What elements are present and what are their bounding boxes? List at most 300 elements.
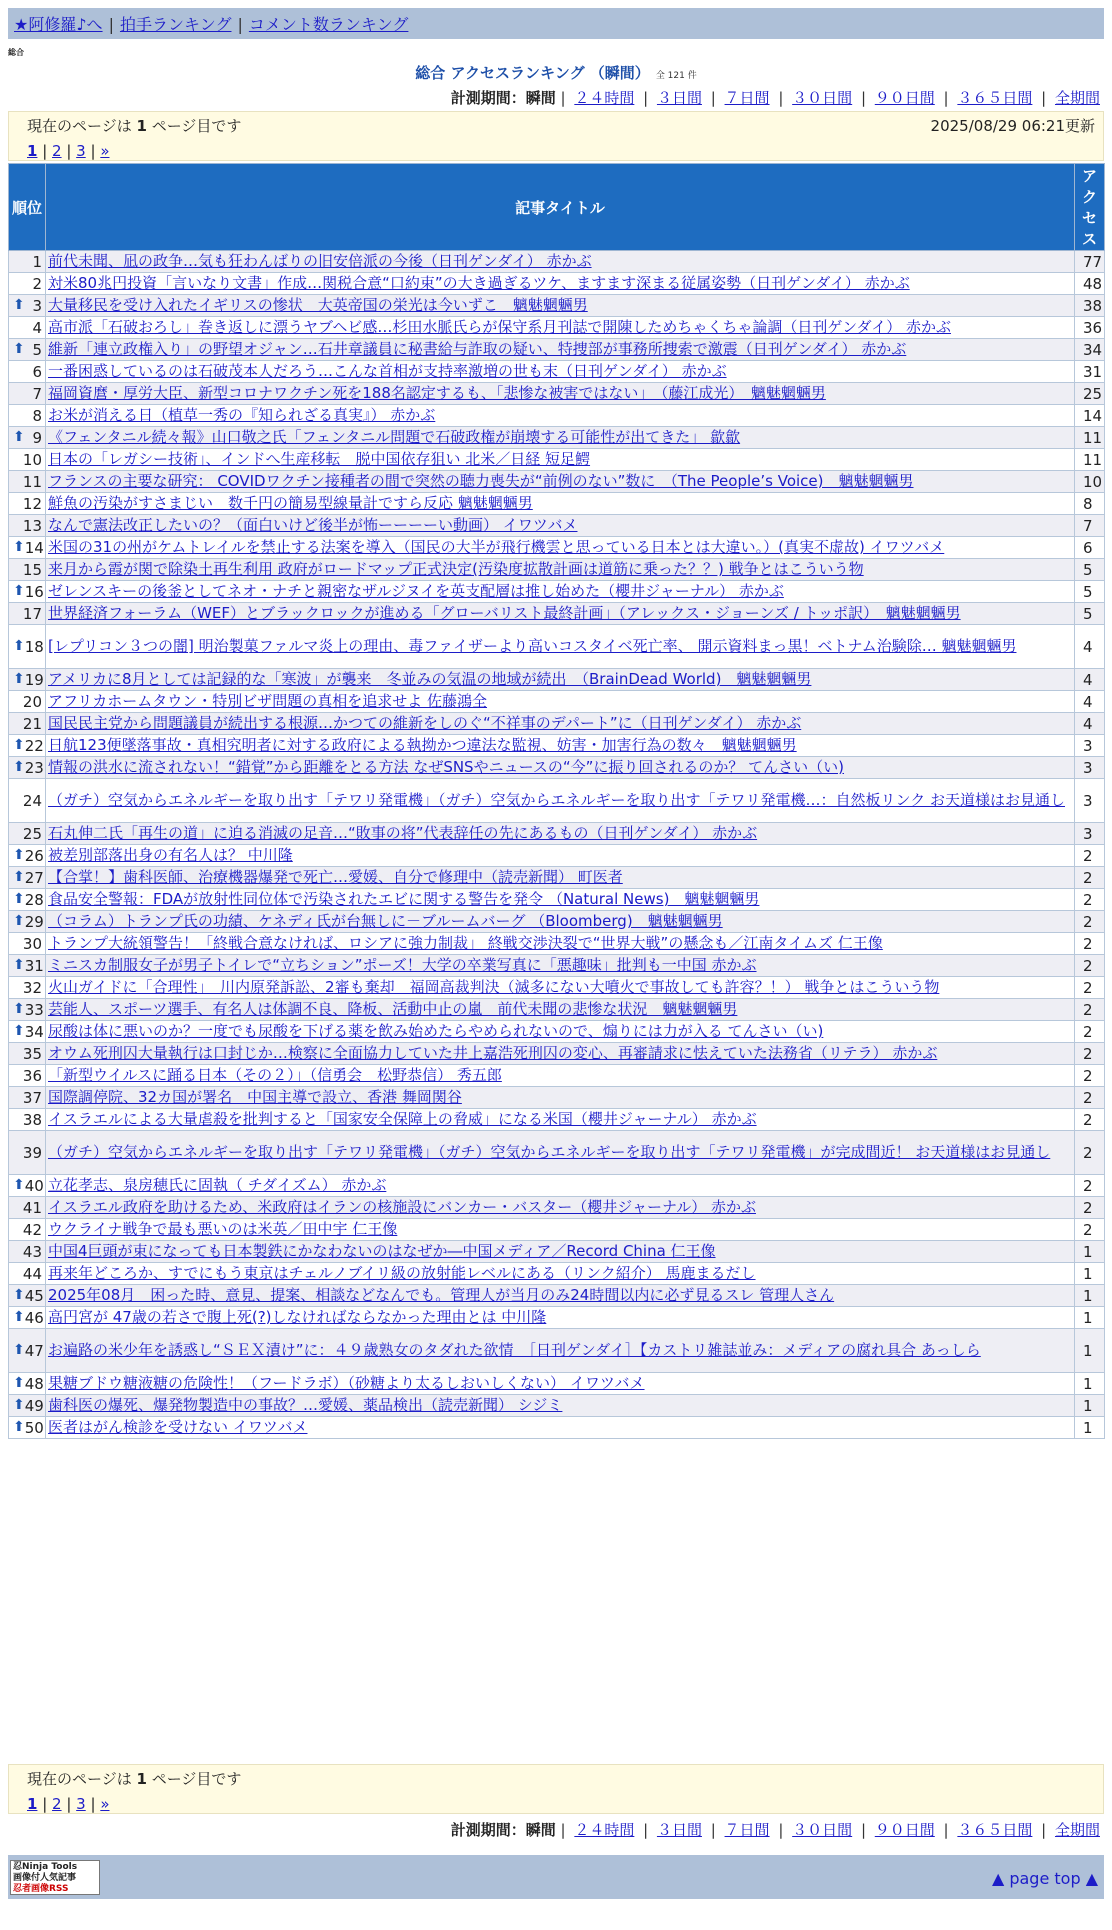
top-page-link-1[interactable]: 2 (52, 142, 62, 160)
bottom-period-option-2[interactable]: ７日間 (724, 1821, 770, 1839)
top-current-page-number: 1 (136, 117, 147, 135)
bottom-period-option-4[interactable]: ９０日間 (874, 1821, 935, 1839)
title-cell (46, 1131, 1075, 1175)
rank-number: 42 (22, 1220, 42, 1239)
article-link[interactable]: 再来年どころか、すでにもう東京はチェルノブイリ級の放射能レベルにある（リンク紹介） 馬鹿まるだし (48, 1264, 756, 1282)
title-cell (46, 889, 1075, 911)
article-link[interactable]: 2025年08月 困った時、意見、提案、相談などなんでも。管理人が当月のみ24時間以内に必ず見るスレ 管理人さん (48, 1286, 835, 1304)
rank-cell (9, 317, 46, 339)
article-link[interactable]: ミニスカ制服女子が男子トイレで“立ちション”ポーズ！大学の卒業写真に「悪趣味」批判も一中国 赤かぶ (48, 956, 757, 974)
rank-number: 7 (32, 384, 42, 403)
logo-line2: 画像付人気記事 (13, 1873, 77, 1883)
rank-up-arrow-icon: ⬆ (13, 538, 25, 555)
article-link[interactable]: 立花孝志、泉房穂氏に固執（ チダイズム） 赤かぶ (48, 1176, 387, 1194)
rank-number: 36 (22, 1066, 42, 1085)
table-row (9, 1219, 1105, 1241)
access-count: 2 (1075, 845, 1105, 867)
access-count: 1 (1075, 1307, 1105, 1329)
title-cell (46, 251, 1075, 273)
rank-up-arrow-icon: ⬆ (13, 1341, 25, 1358)
access-count: 14 (1075, 405, 1105, 427)
bottom-period-current: 瞬間 (525, 1821, 556, 1839)
top-page-links (27, 142, 1085, 160)
top-page-link-3[interactable]: » (100, 142, 110, 160)
access-count: 1 (1075, 1373, 1105, 1395)
rank-cell (9, 1197, 46, 1219)
title-cell (46, 1109, 1075, 1131)
title-cell (46, 1175, 1075, 1197)
article-link[interactable]: 食品安全警報：FDAが放射性同位体で汚染されたエビに関する警告を発令 （Natural News) 魑魅魍魎男 (48, 890, 760, 908)
access-count: 2 (1075, 1219, 1105, 1241)
article-link[interactable]: 芸能人、スポーツ選手、有名人は体調不良、降板、活動中止の嵐 前代未聞の悲惨な状況 魑魅魍魎男 (48, 1000, 738, 1018)
bottom-period-option-6[interactable]: 全期間 (1054, 1821, 1100, 1839)
table-row (9, 1285, 1105, 1307)
access-count: 6 (1075, 537, 1105, 559)
rank-number: 6 (32, 362, 42, 381)
title-cell (46, 427, 1075, 449)
access-count: 2 (1075, 1109, 1105, 1131)
rank-number: 46 (24, 1308, 44, 1327)
access-count: 8 (1075, 493, 1105, 515)
rank-up-arrow-icon: ⬆ (13, 956, 25, 973)
table-row (9, 537, 1105, 559)
title-cell (46, 779, 1075, 823)
article-link[interactable]: 対米80兆円投資「言いなり文書」作成…関税合意“口約束”の大き過ぎるツケ、ますます深まる従属姿勢（日刊ゲンダイ） 赤かぶ (48, 274, 910, 292)
title-cell (46, 559, 1075, 581)
separator: | (1036, 1821, 1051, 1839)
title-cell (46, 933, 1075, 955)
access-count: 4 (1075, 625, 1105, 669)
top-page-link-2[interactable]: 3 (76, 142, 86, 160)
table-row (9, 933, 1105, 955)
rank-number: 26 (24, 846, 44, 865)
article-link[interactable]: 鮮魚の汚染がすさまじい 数千円の簡易型線量計ですら反応 魑魅魍魎男 (48, 494, 533, 512)
article-link[interactable]: 高市派「石破おろし」巻き返しに漂うヤブヘビ感…杉田水脈氏らが保守系月刊誌で開陳しためちゃくちゃ論調（日刊ゲンダイ） 赤かぶ (48, 318, 951, 336)
access-count: 4 (1075, 691, 1105, 713)
rank-up-arrow-icon: ⬆ (13, 1308, 25, 1325)
separator: | (773, 1821, 789, 1839)
title-cell (46, 317, 1075, 339)
article-link[interactable]: オウム死刑囚大量執行は口封じか…検察に全面協力していた井上嘉浩死刑囚の変心、再審請求に怯えていた法務省（リテラ） 赤かぶ (48, 1044, 938, 1062)
top-period-option-5[interactable]: ３６５日間 (957, 89, 1033, 107)
table-row (9, 1241, 1105, 1263)
rank-cell (9, 1307, 46, 1329)
table-row (9, 1087, 1105, 1109)
rank-cell (9, 1263, 46, 1285)
separator: | (705, 1821, 721, 1839)
rank-cell (9, 823, 46, 845)
article-link[interactable]: ゼレンスキーの後釜としてネオ・ナチと親密なザルジヌイを英支配層は推し始めた（櫻井ジャーナル） 赤かぶ (48, 582, 784, 600)
rank-number: 9 (32, 428, 42, 447)
article-link[interactable]: アフリカホームタウン・特別ビザ問題の真相を追求せよ 佐藤鴻全 (48, 692, 488, 710)
rank-number: 12 (22, 494, 42, 513)
bottom-page-link-2[interactable]: 3 (76, 1795, 86, 1813)
access-count: 2 (1075, 933, 1105, 955)
access-count: 1 (1075, 1241, 1105, 1263)
rank-number: 14 (24, 538, 44, 557)
top-period-option-1[interactable]: ３日間 (656, 89, 702, 107)
rank-number: 22 (24, 736, 44, 755)
rank-up-arrow-icon: ⬆ (13, 296, 25, 313)
table-row (9, 295, 1105, 317)
article-link[interactable]: 情報の洪水に流されない！“錯覚”から距離をとる方法 なぜSNSやニュースの“今”に振り回されるのか？ てんさい（い) (48, 758, 844, 776)
rank-number: 41 (22, 1198, 42, 1217)
article-link[interactable]: （ガチ）空気からエネルギーを取り出す「テワリ発電機」（ガチ）空気からエネルギーを取り出す「テワリ発電機…：自然板リンク お天道様はお見通し (48, 791, 1065, 809)
rank-up-arrow-icon: ⬆ (13, 340, 25, 357)
period-selector-bottom (451, 1819, 1104, 1840)
rank-cell (9, 735, 46, 757)
access-count: 5 (1075, 581, 1105, 603)
article-link[interactable]: 火山ガイドに「合理性」 川内原発訴訟、2審も棄却 福岡高裁判決（滅多にない大噴火で事故しても許容？！） 戦争とはこういう物 (48, 978, 940, 996)
rank-number: 50 (24, 1418, 44, 1437)
rank-number: 3 (32, 296, 42, 315)
rank-number: 17 (22, 604, 42, 623)
article-link[interactable]: 果糖ブドウ糖液糖の危険性！（フードラボ）（砂糖より太るしおいしくない） イワツバメ (48, 1374, 645, 1392)
rank-number: 8 (32, 406, 42, 425)
title-cell (46, 1417, 1075, 1439)
separator: | (37, 1795, 53, 1813)
rank-number: 23 (24, 758, 44, 777)
article-link[interactable]: 日航123便墜落事故・真相究明者に対する政府による執拗かつ違法な監視、妨害・加害行為の数々 魑魅魍魎男 (48, 736, 797, 754)
top-period-option-6[interactable]: 全期間 (1054, 89, 1100, 107)
article-link[interactable]: 世界経済フォーラム（WEF）とブラックロックが進める「グローバリスト最終計画」（アレックス・ジョーンズ / トッポ訳） 魑魅魍魎男 (48, 604, 961, 622)
article-link[interactable]: 来月から霞が関で除染土再生利用 政府がロードマップ正式決定(汚染度拡散計画は道筋に乗った？？) 戦争とはこういう物 (48, 560, 864, 578)
access-count: 2 (1075, 999, 1105, 1021)
table-row (9, 823, 1105, 845)
article-link[interactable]: 医者はがん検診を受けない イワツバメ (48, 1418, 308, 1436)
title-cell (46, 1021, 1075, 1043)
access-count: 77 (1075, 251, 1105, 273)
separator: | (555, 89, 571, 107)
title-cell (46, 735, 1075, 757)
access-count: 3 (1075, 823, 1105, 845)
table-row (9, 405, 1105, 427)
title-cell (46, 273, 1075, 295)
separator: | (555, 1821, 571, 1839)
table-row (9, 757, 1105, 779)
access-count: 2 (1075, 1021, 1105, 1043)
rank-number: 45 (24, 1286, 44, 1305)
access-count: 1 (1075, 1417, 1105, 1439)
title-cell (46, 1395, 1075, 1417)
title-cell (46, 999, 1075, 1021)
table-row (9, 889, 1105, 911)
table-row (9, 1109, 1105, 1131)
page-title (0, 62, 1112, 83)
article-link[interactable]: お米が消える日（植草一秀の『知られざる真実』） 赤かぶ (48, 406, 436, 424)
access-count: 3 (1075, 757, 1105, 779)
article-link[interactable]: （コラム）トランプ氏の功績、ケネディ氏が台無しに－ブルームバーグ （Bloomberg) 魑魅魍魎男 (48, 912, 723, 930)
article-link[interactable]: イスラエルによる大量虐殺を批判すると「国家安全保障上の脅威」になる米国（櫻井ジャーナル） 赤かぶ (48, 1110, 757, 1128)
article-link[interactable]: 【合掌！】歯科医師、治療機器爆発で死亡…愛媛、自分で修理中（読売新聞） 町医者 (48, 868, 623, 886)
separator: | (61, 1795, 77, 1813)
rank-cell (9, 1329, 46, 1373)
article-link[interactable]: トランプ大統領警告！「終戦合意なければ、ロシアに強力制裁」 終戦交渉決裂で“世界大戦”の懸念も／江南タイムズ 仁王像 (48, 934, 883, 952)
rank-number: 30 (22, 934, 42, 953)
article-link[interactable]: 《フェンタニル続々報》山口敬之氏「フェンタニル問題で石破政権が崩壊する可能性が出てきた」 歙歙 (48, 428, 741, 446)
article-link[interactable]: [レプリコン３つの闇] 明治製菓ファルマ炎上の理由、毒ファイザーより高いコスタイベ死亡率、 開示資料まっ黒！ベトナム治験除… 魑魅魍魎男 (48, 637, 1017, 655)
title-cell (46, 1285, 1075, 1307)
separator: | (638, 1821, 653, 1839)
separator: | (85, 142, 101, 160)
separator: | (856, 89, 871, 107)
article-link[interactable]: 米国の31の州がケムトレイルを禁止する法案を導入（国民の大半が飛行機雲と思っている日本とは大違い。）(真実不虚故) イワツバメ (48, 538, 945, 556)
table-row (9, 1395, 1105, 1417)
table-row (9, 1065, 1105, 1087)
bottom-period-option-5[interactable]: ３６５日間 (957, 1821, 1033, 1839)
rank-header: 順位 (9, 164, 46, 251)
title-header: 記事タイトル (46, 164, 1075, 251)
title-cell (46, 603, 1075, 625)
access-count: 4 (1075, 713, 1105, 735)
access-count: 1 (1075, 1285, 1105, 1307)
table-row (9, 251, 1105, 273)
article-link[interactable]: 国際調停院、32カ国が署名 中国主導で設立、香港 舞岡関谷 (48, 1088, 462, 1106)
top-period-option-3[interactable]: ３０日間 (792, 89, 853, 107)
title-cell (46, 295, 1075, 317)
separator: | (856, 1821, 871, 1839)
title-cell (46, 361, 1075, 383)
rank-cell (9, 713, 46, 735)
title-cell (46, 581, 1075, 603)
table-row (9, 559, 1105, 581)
bottom-period-option-1[interactable]: ３日間 (656, 1821, 702, 1839)
table-row (9, 493, 1105, 515)
table-row (9, 867, 1105, 889)
rank-up-arrow-icon: ⬆ (13, 582, 25, 599)
rank-cell (9, 1087, 46, 1109)
rank-number: 2 (32, 274, 42, 293)
pager-top (8, 111, 1104, 161)
title-cell (46, 625, 1075, 669)
ninja-tools-logo[interactable] (10, 1860, 100, 1895)
rank-cell (9, 471, 46, 493)
rank-number: 4 (32, 318, 42, 337)
article-link[interactable]: 被差別部落出身の有名人は？ 中川隆 (48, 846, 293, 864)
title-cell (46, 977, 1075, 999)
rank-cell (9, 405, 46, 427)
rank-up-arrow-icon: ⬆ (13, 736, 25, 753)
title-cell (46, 845, 1075, 867)
title-cell (46, 713, 1075, 735)
table-row (9, 339, 1105, 361)
access-count: 2 (1075, 1197, 1105, 1219)
top-current-page-text: 現在のページは 1 ページ目です (27, 117, 242, 135)
rank-number: 37 (22, 1088, 42, 1107)
table-row (9, 1021, 1105, 1043)
title-cell (46, 471, 1075, 493)
rank-cell (9, 1219, 46, 1241)
comment-ranking-link[interactable]: コメント数ランキング (248, 15, 409, 34)
access-count: 48 (1075, 273, 1105, 295)
article-link[interactable]: 国民民主党から問題議員が続出する根源…かつての維新をしのぐ“不祥事のデパート”に（日刊ゲンダイ） 赤かぶ (48, 714, 802, 732)
rank-up-arrow-icon: ⬆ (13, 1418, 25, 1435)
rank-up-arrow-icon: ⬆ (13, 1022, 25, 1039)
article-link[interactable]: 前代未聞、凪の政争…気も狂わんばりの旧安倍派の今後（日刊ゲンダイ） 赤かぶ (48, 252, 592, 270)
rank-cell (9, 581, 46, 603)
rank-cell (9, 867, 46, 889)
table-row (9, 515, 1105, 537)
rank-number: 40 (24, 1176, 44, 1195)
article-link[interactable]: 大量移民を受け入れたイギリスの惨状 大英帝国の栄光は今いずこ 魑魅魍魎男 (48, 296, 588, 314)
separator: | (85, 1795, 101, 1813)
rank-number: 47 (24, 1341, 44, 1360)
access-count: 2 (1075, 1131, 1105, 1175)
rank-number: 39 (22, 1143, 42, 1162)
article-link[interactable]: アメリカに8月としては記録的な「寒波」が襲来 冬並みの気温の地域が続出 （BrainDead World) 魑魅魍魎男 (48, 670, 812, 688)
article-link[interactable]: 中国4巨頭が束になっても日本製鉄にかなわないのはなぜか―中国メディア／Record China 仁王像 (48, 1242, 716, 1260)
rank-number: 25 (22, 824, 42, 843)
rank-number: 24 (22, 791, 42, 810)
separator: | (37, 142, 53, 160)
table-row (9, 669, 1105, 691)
rank-cell (9, 933, 46, 955)
page-top-link[interactable]: ▲ page top ▲ (991, 1869, 1098, 1888)
rank-number: 10 (22, 450, 42, 469)
clap-ranking-link[interactable]: 拍手ランキング (119, 15, 232, 34)
title-cell (46, 911, 1075, 933)
separator: | (61, 142, 77, 160)
table-row (9, 581, 1105, 603)
rank-cell (9, 691, 46, 713)
table-row (9, 1197, 1105, 1219)
access-count: 36 (1075, 317, 1105, 339)
table-row (9, 735, 1105, 757)
article-link[interactable]: お遍路の米少年を誘惑し“ＳＥＸ漬け”に：４９歳熟女のタダれた欲情 ［日刊ゲンダイ］【カストリ雑誌並み：メディアの腐れ具合 あっしら (48, 1341, 981, 1359)
bottom-period-option-0[interactable]: ２４時間 (574, 1821, 635, 1839)
table-row (9, 977, 1105, 999)
separator: | (938, 89, 954, 107)
article-link[interactable]: 「新型ウイルスに踊る日本（その２）」（信勇会 松野恭信） 秀五郎 (48, 1066, 502, 1084)
access-count: 7 (1075, 515, 1105, 537)
access-count: 4 (1075, 669, 1105, 691)
rank-cell (9, 361, 46, 383)
title-cell (46, 955, 1075, 977)
bottom-page-link-1[interactable]: 2 (52, 1795, 62, 1813)
article-link[interactable]: なんで憲法改正したいの？（面白いけど後半が怖ーーーーい動画） イワツバメ (48, 516, 578, 534)
title-cell (46, 823, 1075, 845)
rank-cell (9, 1373, 46, 1395)
rank-cell (9, 251, 46, 273)
rank-cell (9, 999, 46, 1021)
top-period-current: 瞬間 (525, 89, 556, 107)
top-period-option-0[interactable]: ２４時間 (574, 89, 635, 107)
table-row (9, 427, 1105, 449)
rank-cell (9, 757, 46, 779)
rank-number: 28 (24, 890, 44, 909)
table-row (9, 845, 1105, 867)
bottom-current-page-text: 現在のページは 1 ページ目です (27, 1770, 242, 1788)
rank-cell (9, 295, 46, 317)
updated-timestamp: 2025/08/29 06:21更新 (930, 117, 1095, 135)
article-link[interactable]: 福岡資麿・厚労大臣、新型コロナワクチン死を188名認定するも、「悲惨な被害ではない」 （藤江成光） 魑魅魍魎男 (48, 384, 826, 402)
rank-cell (9, 911, 46, 933)
separator: | (938, 1821, 954, 1839)
top-period-option-4[interactable]: ９０日間 (874, 89, 935, 107)
access-count: 2 (1075, 1175, 1105, 1197)
table-row (9, 779, 1105, 823)
access-count: 5 (1075, 603, 1105, 625)
footer (8, 1855, 1104, 1899)
title-cell (46, 1263, 1075, 1285)
rank-number: 38 (22, 1110, 42, 1129)
table-row (9, 955, 1105, 977)
table-row (9, 713, 1105, 735)
article-link[interactable]: 一番困惑しているのは石破茂本人だろう…こんな首相が支持率激増の世も末（日刊ゲンダイ） 赤かぶ (48, 362, 727, 380)
article-link[interactable]: イスラエル政府を助けるため、米政府はイランの核施設にバンカー・バスター（櫻井ジャーナル） 赤かぶ (48, 1198, 756, 1216)
rank-up-arrow-icon: ⬆ (13, 428, 25, 445)
table-row (9, 273, 1105, 295)
table-row (9, 361, 1105, 383)
article-link[interactable]: （ガチ）空気からエネルギーを取り出す「テワリ発電機」（ガチ）空気からエネルギーを取り出す「テワリ発電機」が完成間近！ お天道様はお見通し (48, 1143, 1051, 1161)
rank-up-arrow-icon: ⬆ (13, 1286, 25, 1303)
rank-number: 43 (22, 1242, 42, 1261)
rank-cell (9, 669, 46, 691)
logo-line3: 忍者画像RSS (13, 1884, 69, 1894)
rank-cell (9, 1241, 46, 1263)
access-count: 2 (1075, 1087, 1105, 1109)
table-row (9, 1307, 1105, 1329)
table-row (9, 1131, 1105, 1175)
access-count: 2 (1075, 1043, 1105, 1065)
title-text: 総合 アクセスランキング （瞬間） (415, 64, 650, 82)
rank-cell (9, 1021, 46, 1043)
article-link[interactable]: 日本の「レガシー技術」、インドへ生産移転 脱中国依存狙い 北米／日経 短足鰐 (48, 450, 591, 468)
logo-line1: 忍Ninja Tools (13, 1862, 78, 1872)
table-row (9, 1329, 1105, 1373)
bottom-period-option-3[interactable]: ３０日間 (792, 1821, 853, 1839)
article-link[interactable]: フランスの主要な研究： COVIDワクチン接種者の間で突然の聴力喪失が“前例のない”数に （The People’s Voice) 魑魅魍魎男 (48, 472, 914, 490)
category-label: 総合 (8, 48, 24, 57)
rank-up-arrow-icon: ⬆ (13, 1000, 25, 1017)
bottom-page-link-0[interactable]: 1 (27, 1795, 38, 1813)
article-link[interactable]: 歯科医の爆死、爆発物製造中の事故？…愛媛、薬品検出（読売新聞） シジミ (48, 1396, 563, 1414)
article-link[interactable]: 石丸伸二氏「再生の道」に迫る消滅の足音…“敗事の将”代表辞任の先にあるもの（日刊ゲンダイ） 赤かぶ (48, 824, 758, 842)
access-count: 2 (1075, 889, 1105, 911)
rank-up-arrow-icon: ⬆ (13, 1374, 25, 1391)
rank-cell (9, 515, 46, 537)
home-link[interactable]: ★阿修羅♪へ (14, 15, 103, 34)
article-link[interactable]: 高円宮が 47歳の若さで腹上死(?)しなければならなかった理由とは 中川隆 (48, 1308, 547, 1326)
title-cell (46, 691, 1075, 713)
article-link[interactable]: 尿酸は体に悪いのか？一度でも尿酸を下げる薬を飲み始めたらやめられないので、煽りには力が入る てんさい（い) (48, 1022, 824, 1040)
table-row (9, 317, 1105, 339)
rank-number: 44 (22, 1264, 42, 1283)
top-page-link-0[interactable]: 1 (27, 142, 38, 160)
article-link[interactable]: ウクライナ戦争で最も悪いのは米英／田中宇 仁王像 (48, 1220, 398, 1238)
rank-cell (9, 603, 46, 625)
access-count: 34 (1075, 339, 1105, 361)
title-cell (46, 493, 1075, 515)
top-period-option-2[interactable]: ７日間 (724, 89, 770, 107)
table-row (9, 383, 1105, 405)
rank-cell (9, 383, 46, 405)
rank-up-arrow-icon: ⬆ (13, 846, 25, 863)
title-cell (46, 1043, 1075, 1065)
article-link[interactable]: 維新「連立政権入り」の野望オジャン…石井章議員に秘書給与詐取の疑い、特捜部が事務所捜索で激震（日刊ゲンダイ） 赤かぶ (48, 340, 907, 358)
rank-number: 49 (24, 1396, 44, 1415)
rank-cell (9, 1043, 46, 1065)
rank-number: 19 (24, 670, 44, 689)
bottom-period-label: 計測期間： (450, 1821, 526, 1839)
separator: | (773, 89, 789, 107)
access-count: 25 (1075, 383, 1105, 405)
top-period-label: 計測期間： (450, 89, 526, 107)
bottom-page-link-3[interactable]: » (100, 1795, 110, 1813)
access-count: 2 (1075, 867, 1105, 889)
item-count: 全 121 件 (655, 71, 697, 81)
title-cell (46, 1087, 1075, 1109)
